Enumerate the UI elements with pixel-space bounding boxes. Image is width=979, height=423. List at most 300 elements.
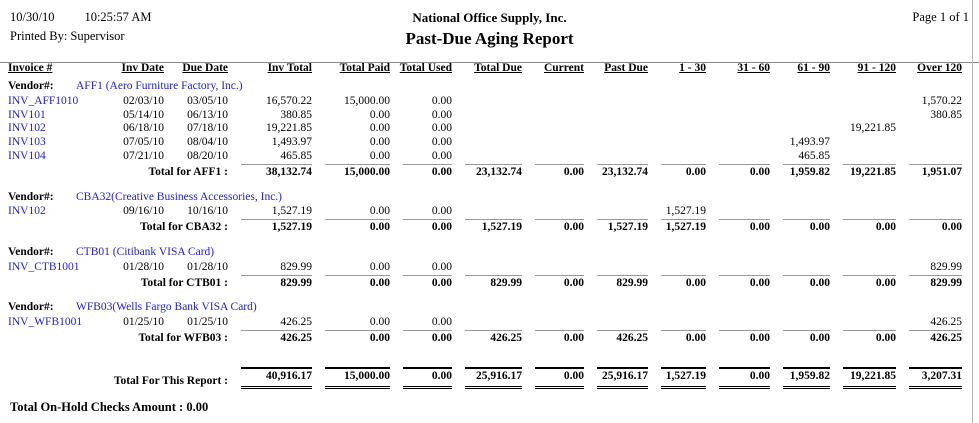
group-total-inv_total: [228, 275, 312, 291]
cell-current: [522, 122, 584, 136]
report-total-past_due: [584, 367, 648, 389]
cell-total_due: [452, 136, 522, 150]
onhold-value: 0.00: [186, 399, 209, 414]
group-total-b61_90: [770, 219, 830, 235]
invoice-row: [8, 136, 962, 150]
cell-inv_total: 829.99: [280, 260, 312, 273]
cell-b61_90: [770, 109, 830, 123]
cell-b31_60: [706, 150, 770, 164]
spacer-row: [8, 354, 962, 367]
group-total-b91_120: [830, 164, 896, 180]
cell-invoice: [8, 109, 108, 123]
cell-b1_30: [648, 109, 706, 123]
group-total-value: 0.00: [535, 219, 584, 235]
vendor-row: [8, 77, 962, 95]
report-total-value: 25,916.17: [597, 367, 648, 389]
cell-invoice: [8, 95, 108, 109]
cell-b31_60: [706, 136, 770, 150]
cell-total_paid: 0.00: [369, 136, 390, 149]
group-total-value: 0.00: [783, 330, 830, 346]
col-header-b91_120: 91 - 120: [857, 62, 896, 74]
cell-b1_30: [648, 150, 706, 164]
onhold-label: Total On-Hold Checks Amount :: [10, 399, 184, 414]
invoice-row: [8, 109, 962, 123]
group-total-label: Total for CBA32 :: [140, 221, 228, 234]
group-total-over_120: [896, 219, 962, 235]
group-total-label: Total for WFB03 :: [138, 331, 228, 344]
cell-invoice: [8, 136, 108, 150]
vendor-link[interactable]: WFB03(Wells Fargo Bank VISA Card): [76, 301, 257, 314]
cell-over_120: 426.25: [930, 316, 962, 329]
group-total-value: 0.00: [719, 219, 770, 235]
vendor-cell: [8, 77, 962, 95]
group-total-over_120: [896, 330, 962, 346]
page-number: Page 1 of 1: [912, 10, 969, 24]
group-total-value: 829.99: [597, 275, 648, 291]
group-total-total_used: [390, 275, 452, 291]
cell-current: [522, 95, 584, 109]
group-total-value: 1,527.19: [661, 219, 706, 235]
group-total-inv_total: [228, 219, 312, 235]
cell-b31_60: [706, 95, 770, 109]
cell-current: [522, 109, 584, 123]
cell-total_used: 0.00: [431, 316, 452, 329]
group-total-value: 0.00: [909, 219, 962, 235]
group-total-value: 1,951.07: [909, 164, 962, 180]
cell-total_paid: 0.00: [369, 316, 390, 329]
report-total-total_paid: [312, 367, 390, 389]
group-total-value: 1,527.19: [241, 219, 312, 235]
cell-total_paid: 0.00: [369, 122, 390, 135]
cell-b91_120: [830, 136, 896, 150]
vendor-link[interactable]: CBA32(Creative Business Accessories, Inc.): [76, 190, 283, 203]
group-total-b91_120: [830, 330, 896, 346]
group-total-value: 0.00: [843, 330, 896, 346]
cell-b61_90: [770, 205, 830, 219]
cell-inv_date: 07/05/10: [123, 136, 164, 149]
group-total-current: [522, 275, 584, 291]
report-total-total_used: [390, 367, 452, 389]
group-total-value: 0.00: [719, 164, 770, 180]
group-total-b31_60: [706, 219, 770, 235]
cell-invoice: [8, 150, 108, 164]
group-total-value: 426.25: [597, 330, 648, 346]
cell-inv_total: 380.85: [280, 108, 312, 121]
group-total-b1_30: [648, 275, 706, 291]
group-total-row: [8, 275, 962, 291]
group-total-total_used: [390, 164, 452, 180]
cell-due_date: 08/20/10: [187, 149, 228, 162]
cell-due_date: 10/16/10: [187, 205, 228, 218]
cell-total_used: 0.00: [431, 94, 452, 107]
invoice-row: [8, 95, 962, 109]
group-total-b1_30: [648, 164, 706, 180]
col-header-current: Current: [543, 62, 584, 74]
cell-b61_90: [770, 316, 830, 330]
cell-invoice: [8, 316, 108, 330]
group-total-value: 0.00: [403, 219, 452, 235]
group-total-value: 23,132.74: [465, 164, 522, 180]
vendor-cell: [8, 188, 962, 206]
cell-total_paid: 0.00: [369, 205, 390, 218]
report-total-value: 40,916.17: [241, 367, 312, 389]
page-edge-line: [972, 0, 973, 423]
group-total-total_paid: [312, 330, 390, 346]
cell-inv_date: 06/18/10: [123, 122, 164, 135]
group-total-total_due: [452, 219, 522, 235]
cell-b61_90: 1,493.97: [789, 136, 830, 149]
spacer-row: [8, 235, 962, 243]
cell-past_due: [584, 95, 648, 109]
cell-b91_120: [830, 261, 896, 275]
invoice-row: [8, 261, 962, 275]
group-total-value: 0.00: [535, 164, 584, 180]
cell-inv_date: 01/28/10: [123, 260, 164, 273]
cell-b61_90: 465.85: [798, 149, 830, 162]
report-total-label: Total For This Report :: [113, 374, 228, 387]
cell-inv_total: 1,493.97: [271, 136, 312, 149]
cell-invoice: [8, 261, 108, 275]
cell-b31_60: [706, 122, 770, 136]
cell-total_used: 0.00: [431, 108, 452, 121]
cell-b31_60: [706, 261, 770, 275]
group-total-value: 426.25: [241, 330, 312, 346]
group-total-value: 1,527.19: [465, 219, 522, 235]
spacer-cell: [8, 354, 962, 367]
cell-over_120: 829.99: [930, 260, 962, 273]
vendor-row: [8, 188, 962, 206]
group-total-value: 0.00: [843, 275, 896, 291]
col-header-total_due: Total Due: [474, 62, 522, 74]
cell-b91_120: [830, 95, 896, 109]
spacer-row: [8, 290, 962, 298]
group-total-value: 0.00: [403, 330, 452, 346]
report-total-total_due: [452, 367, 522, 389]
group-total-value: 426.25: [909, 330, 962, 346]
cell-current: [522, 261, 584, 275]
report-total-over_120: [896, 367, 962, 389]
cell-total_due: [452, 109, 522, 123]
group-total-value: 23,132.74: [597, 164, 648, 180]
cell-over_120: [896, 136, 962, 150]
cell-inv_total: 426.25: [280, 316, 312, 329]
report-total-value: 1,959.82: [783, 367, 830, 389]
cell-total_used: 0.00: [431, 205, 452, 218]
header-left: [10, 8, 405, 49]
header-divider: [0, 62, 979, 63]
cell-past_due: [584, 122, 648, 136]
cell-total_used: 0.00: [431, 260, 452, 273]
header-center: [405, 8, 573, 49]
group-total-current: [522, 330, 584, 346]
report-total-inv_total: [228, 367, 312, 389]
report-total-b91_120: [830, 367, 896, 389]
cell-invoice: [8, 205, 108, 219]
group-total-label: Total for AFF1 :: [148, 165, 228, 178]
col-header-b1_30: 1 - 30: [679, 62, 706, 74]
group-total-value: 1,527.19: [597, 219, 648, 235]
group-total-value: 0.00: [719, 275, 770, 291]
cell-b61_90: [770, 122, 830, 136]
report-total-row: [8, 367, 962, 389]
cell-past_due: [584, 261, 648, 275]
group-total-value: 0.00: [843, 219, 896, 235]
cell-b31_60: [706, 109, 770, 123]
cell-b61_90: [770, 261, 830, 275]
cell-total_due: [452, 205, 522, 219]
report-total-b61_90: [770, 367, 830, 389]
cell-b91_120: [830, 205, 896, 219]
invoice-link[interactable]: INV101: [8, 108, 46, 121]
group-total-value: 0.00: [783, 275, 830, 291]
group-total-value: 0.00: [325, 219, 390, 235]
cell-past_due: [584, 205, 648, 219]
group-total-value: 0.00: [325, 275, 390, 291]
group-total-b31_60: [706, 275, 770, 291]
report-total-b31_60: [706, 367, 770, 389]
cell-inv_date: 05/14/10: [123, 108, 164, 121]
cell-over_120: 380.85: [930, 108, 962, 121]
group-total-value: 829.99: [909, 275, 962, 291]
group-total-value: 19,221.85: [843, 164, 896, 180]
group-total-b91_120: [830, 219, 896, 235]
group-total-b1_30: [648, 330, 706, 346]
col-header-inv_date: Inv Date: [121, 62, 164, 74]
cell-inv_date: 09/16/10: [123, 205, 164, 218]
group-total-total_due: [452, 164, 522, 180]
spacer-cell: [8, 235, 962, 243]
group-total-label: Total for CTB01 :: [140, 276, 228, 289]
cell-due_date: 03/05/10: [187, 94, 228, 107]
cell-inv_total: 19,221.85: [266, 122, 312, 135]
cell-b1_30: [648, 136, 706, 150]
vendor-label: Vendor#:: [8, 245, 54, 258]
col-header-total_used: Total Used: [399, 62, 452, 74]
cell-inv_total: 1,527.19: [271, 205, 312, 218]
spacer-cell: [8, 290, 962, 298]
invoice-link[interactable]: INV104: [8, 149, 46, 162]
cell-due_date: 01/28/10: [187, 260, 228, 273]
cell-total_paid: 0.00: [369, 108, 390, 121]
group-total-total_due: [452, 275, 522, 291]
group-total-row: [8, 164, 962, 180]
cell-total_due: [452, 122, 522, 136]
group-total-value: 829.99: [465, 275, 522, 291]
group-total-row: [8, 219, 962, 235]
cell-due_date: 01/25/10: [187, 316, 228, 329]
group-total-past_due: [584, 164, 648, 180]
report-total-value: 1,527.19: [661, 367, 706, 389]
spacer-row: [8, 346, 962, 354]
group-total-past_due: [584, 219, 648, 235]
cell-inv_total: 465.85: [280, 149, 312, 162]
group-total-value: 0.00: [403, 275, 452, 291]
cell-b91_120: [830, 109, 896, 123]
group-total-value: 38,132.74: [241, 164, 312, 180]
cell-over_120: [896, 205, 962, 219]
group-total-value: 0.00: [661, 164, 706, 180]
group-total-value: 0.00: [661, 275, 706, 291]
group-total-value: 15,000.00: [325, 164, 390, 180]
print-time: 10:25:57 AM: [84, 10, 152, 24]
report-total-value: 3,207.31: [909, 367, 962, 389]
cell-inv_date: 01/25/10: [123, 316, 164, 329]
col-header-past_due: Past Due: [604, 62, 648, 74]
invoice-row: [8, 316, 962, 330]
cell-inv_date: 07/21/10: [123, 149, 164, 162]
group-total-total_paid: [312, 275, 390, 291]
group-total-value: 426.25: [465, 330, 522, 346]
aging-table: [8, 61, 962, 389]
report-total-value: 0.00: [719, 367, 770, 389]
invoice-link[interactable]: INV_WFB1001: [8, 316, 83, 329]
print-date: 10/30/10: [10, 10, 55, 24]
invoice-link[interactable]: INV_AFF1010: [8, 94, 79, 107]
col-header-total_paid: Total Paid: [339, 62, 390, 74]
cell-b31_60: [706, 316, 770, 330]
group-total-b1_30: [648, 219, 706, 235]
spacer-row: [8, 180, 962, 188]
group-total-inv_total: [228, 164, 312, 180]
cell-b91_120: [830, 316, 896, 330]
report-title: Past-Due Aging Report: [405, 29, 574, 48]
cell-b1_30: [648, 122, 706, 136]
group-total-b31_60: [706, 164, 770, 180]
cell-current: [522, 316, 584, 330]
report-total-value: 0.00: [403, 367, 452, 389]
group-total-over_120: [896, 275, 962, 291]
cell-total_paid: 15,000.00: [344, 94, 390, 107]
cell-total_used: 0.00: [431, 149, 452, 162]
cell-b61_90: [770, 95, 830, 109]
cell-current: [522, 150, 584, 164]
group-total-value: 0.00: [535, 330, 584, 346]
group-total-total_used: [390, 330, 452, 346]
vendor-link[interactable]: CTB01 (Citibank VISA Card): [76, 245, 215, 258]
group-total-total_due: [452, 330, 522, 346]
cell-total_paid: 0.00: [369, 149, 390, 162]
report-total-value: 15,000.00: [325, 367, 390, 389]
cell-past_due: [584, 136, 648, 150]
group-total-b61_90: [770, 275, 830, 291]
group-total-b91_120: [830, 275, 896, 291]
group-total-total_used: [390, 219, 452, 235]
cell-total_due: [452, 150, 522, 164]
group-total-value: 0.00: [719, 330, 770, 346]
vendor-link[interactable]: AFF1 (Aero Furniture Factory, Inc.): [76, 80, 243, 92]
col-header-inv_total: Inv Total: [267, 62, 312, 74]
group-total-b31_60: [706, 330, 770, 346]
group-total-value: 0.00: [661, 330, 706, 346]
group-total-current: [522, 219, 584, 235]
cell-b1_30: 1,527.19: [665, 205, 706, 218]
group-total-value: 0.00: [535, 275, 584, 291]
spacer-cell: [8, 180, 962, 188]
group-total-past_due: [584, 330, 648, 346]
cell-current: [522, 205, 584, 219]
group-total-total_paid: [312, 219, 390, 235]
group-total-value: 0.00: [325, 330, 390, 346]
report-total-value: 0.00: [535, 367, 584, 389]
invoice-row: [8, 205, 962, 219]
group-total-row: [8, 330, 962, 346]
invoice-link[interactable]: INV103: [8, 136, 46, 149]
cell-inv_total: 16,570.22: [266, 94, 312, 107]
vendor-label: Vendor#:: [8, 190, 54, 203]
vendor-label: Vendor#:: [8, 301, 54, 314]
cell-b91_120: [830, 150, 896, 164]
report-total-value: 25,916.17: [465, 367, 522, 389]
vendor-cell: [8, 298, 962, 316]
cell-total_used: 0.00: [431, 136, 452, 149]
group-total-inv_total: [228, 330, 312, 346]
group-total-b61_90: [770, 330, 830, 346]
vendor-row: [8, 298, 962, 316]
group-total-current: [522, 164, 584, 180]
cell-over_120: [896, 122, 962, 136]
cell-due_date: 06/13/10: [187, 108, 228, 121]
cell-due_date: 08/04/10: [187, 136, 228, 149]
invoice-link[interactable]: INV102: [8, 205, 46, 218]
group-total-value: 0.00: [403, 164, 452, 180]
group-total-b61_90: [770, 164, 830, 180]
col-header-over_120: Over 120: [917, 62, 962, 74]
company-name: National Office Supply, Inc.: [412, 10, 567, 25]
cell-past_due: [584, 316, 648, 330]
cell-total_due: [452, 316, 522, 330]
report-header: [0, 0, 979, 49]
cell-over_120: [896, 150, 962, 164]
print-datetime: [10, 8, 405, 27]
cell-total_used: 0.00: [431, 122, 452, 135]
col-header-b31_60: 31 - 60: [737, 62, 770, 74]
cell-total_paid: 0.00: [369, 260, 390, 273]
col-header-due_date: Due Date: [182, 62, 228, 74]
cell-past_due: [584, 150, 648, 164]
invoice-row: [8, 122, 962, 136]
group-total-total_paid: [312, 164, 390, 180]
cell-b31_60: [706, 205, 770, 219]
report-total-current: [522, 367, 584, 389]
report-total-b1_30: [648, 367, 706, 389]
cell-total_due: [452, 95, 522, 109]
cell-b1_30: [648, 316, 706, 330]
group-total-past_due: [584, 275, 648, 291]
col-header-b61_90: 61 - 90: [797, 62, 830, 74]
cell-over_120: 1,570.22: [921, 94, 962, 107]
cell-b91_120: 19,221.85: [850, 122, 896, 135]
cell-invoice: [8, 122, 108, 136]
group-total-over_120: [896, 164, 962, 180]
col-header-invoice: Invoice #: [8, 62, 53, 74]
group-total-value: 0.00: [783, 219, 830, 235]
invoice-row: [8, 150, 962, 164]
vendor-label: Vendor#:: [8, 80, 54, 92]
vendor-row: [8, 243, 962, 261]
cell-due_date: 07/18/10: [187, 122, 228, 135]
cell-past_due: [584, 109, 648, 123]
invoice-link[interactable]: INV102: [8, 122, 46, 135]
cell-inv_date: 02/03/10: [123, 94, 164, 107]
printed-by: Printed By: Supervisor: [10, 29, 125, 44]
invoice-link[interactable]: INV_CTB1001: [8, 260, 80, 273]
onhold-total: [10, 400, 979, 415]
group-total-value: 829.99: [241, 275, 312, 291]
cell-total_due: [452, 261, 522, 275]
column-header-row: [8, 61, 962, 77]
cell-current: [522, 136, 584, 150]
group-total-value: 1,959.82: [783, 164, 830, 180]
